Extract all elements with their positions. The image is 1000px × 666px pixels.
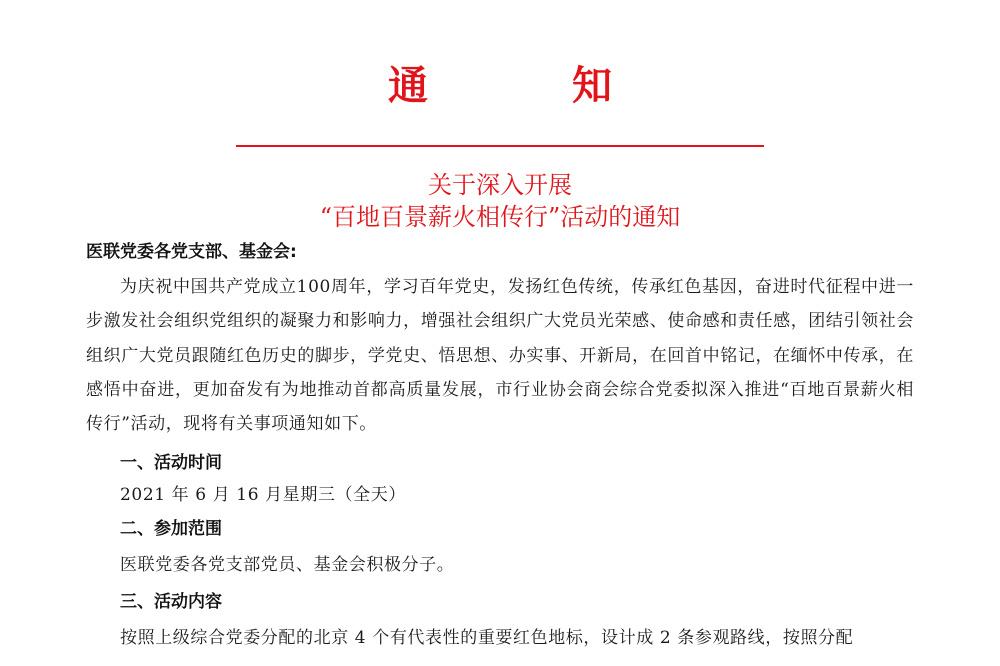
section-text-content: 按照上级综合党委分配的北京 4 个有代表性的重要红色地标，设计成 2 条参观路线，按照分配 [120,628,854,648]
section-heading-content: 三、活动内容 [120,592,222,612]
section-heading-scope: 二、参加范围 [120,519,222,539]
section-text-scope: 医联党委各党支部党员、基金会积极分子。 [120,555,455,575]
section-heading-time: 一、活动时间 [120,453,222,473]
section-text-time: 2021 年 6 月 16 月星期三（全天） [120,485,406,505]
notice-title-line-1: 关于深入开展 [428,171,572,199]
notice-heading: 通 知 [388,63,664,109]
intro-paragraph: 为庆祝中国共产党成立100周年，学习百年党史，发扬红色传统，传承红色基因，奋进时代征程中进一步激发社会组织党组织的凝聚力和影响力，增强社会组织广大党员光荣感、使命感和责任感，团结引领社会组织广大党员跟随红色历史的脚步，学党史、悟思想、办实事、开新局，在回首中铭记，在缅怀中传承，在感悟中奋进，更加奋发有为地推动首都高质量发展，市行业协会商会综合党委拟深入推进“百地百景薪火相传行”活动，现将有关事项通知如下。 [86,277,914,435]
red-divider-line [236,145,764,147]
addressee: 医联党委各党支部、基金会: [86,242,297,262]
notice-title-line-2: “百地百景薪火相传行”活动的通知 [319,203,681,231]
